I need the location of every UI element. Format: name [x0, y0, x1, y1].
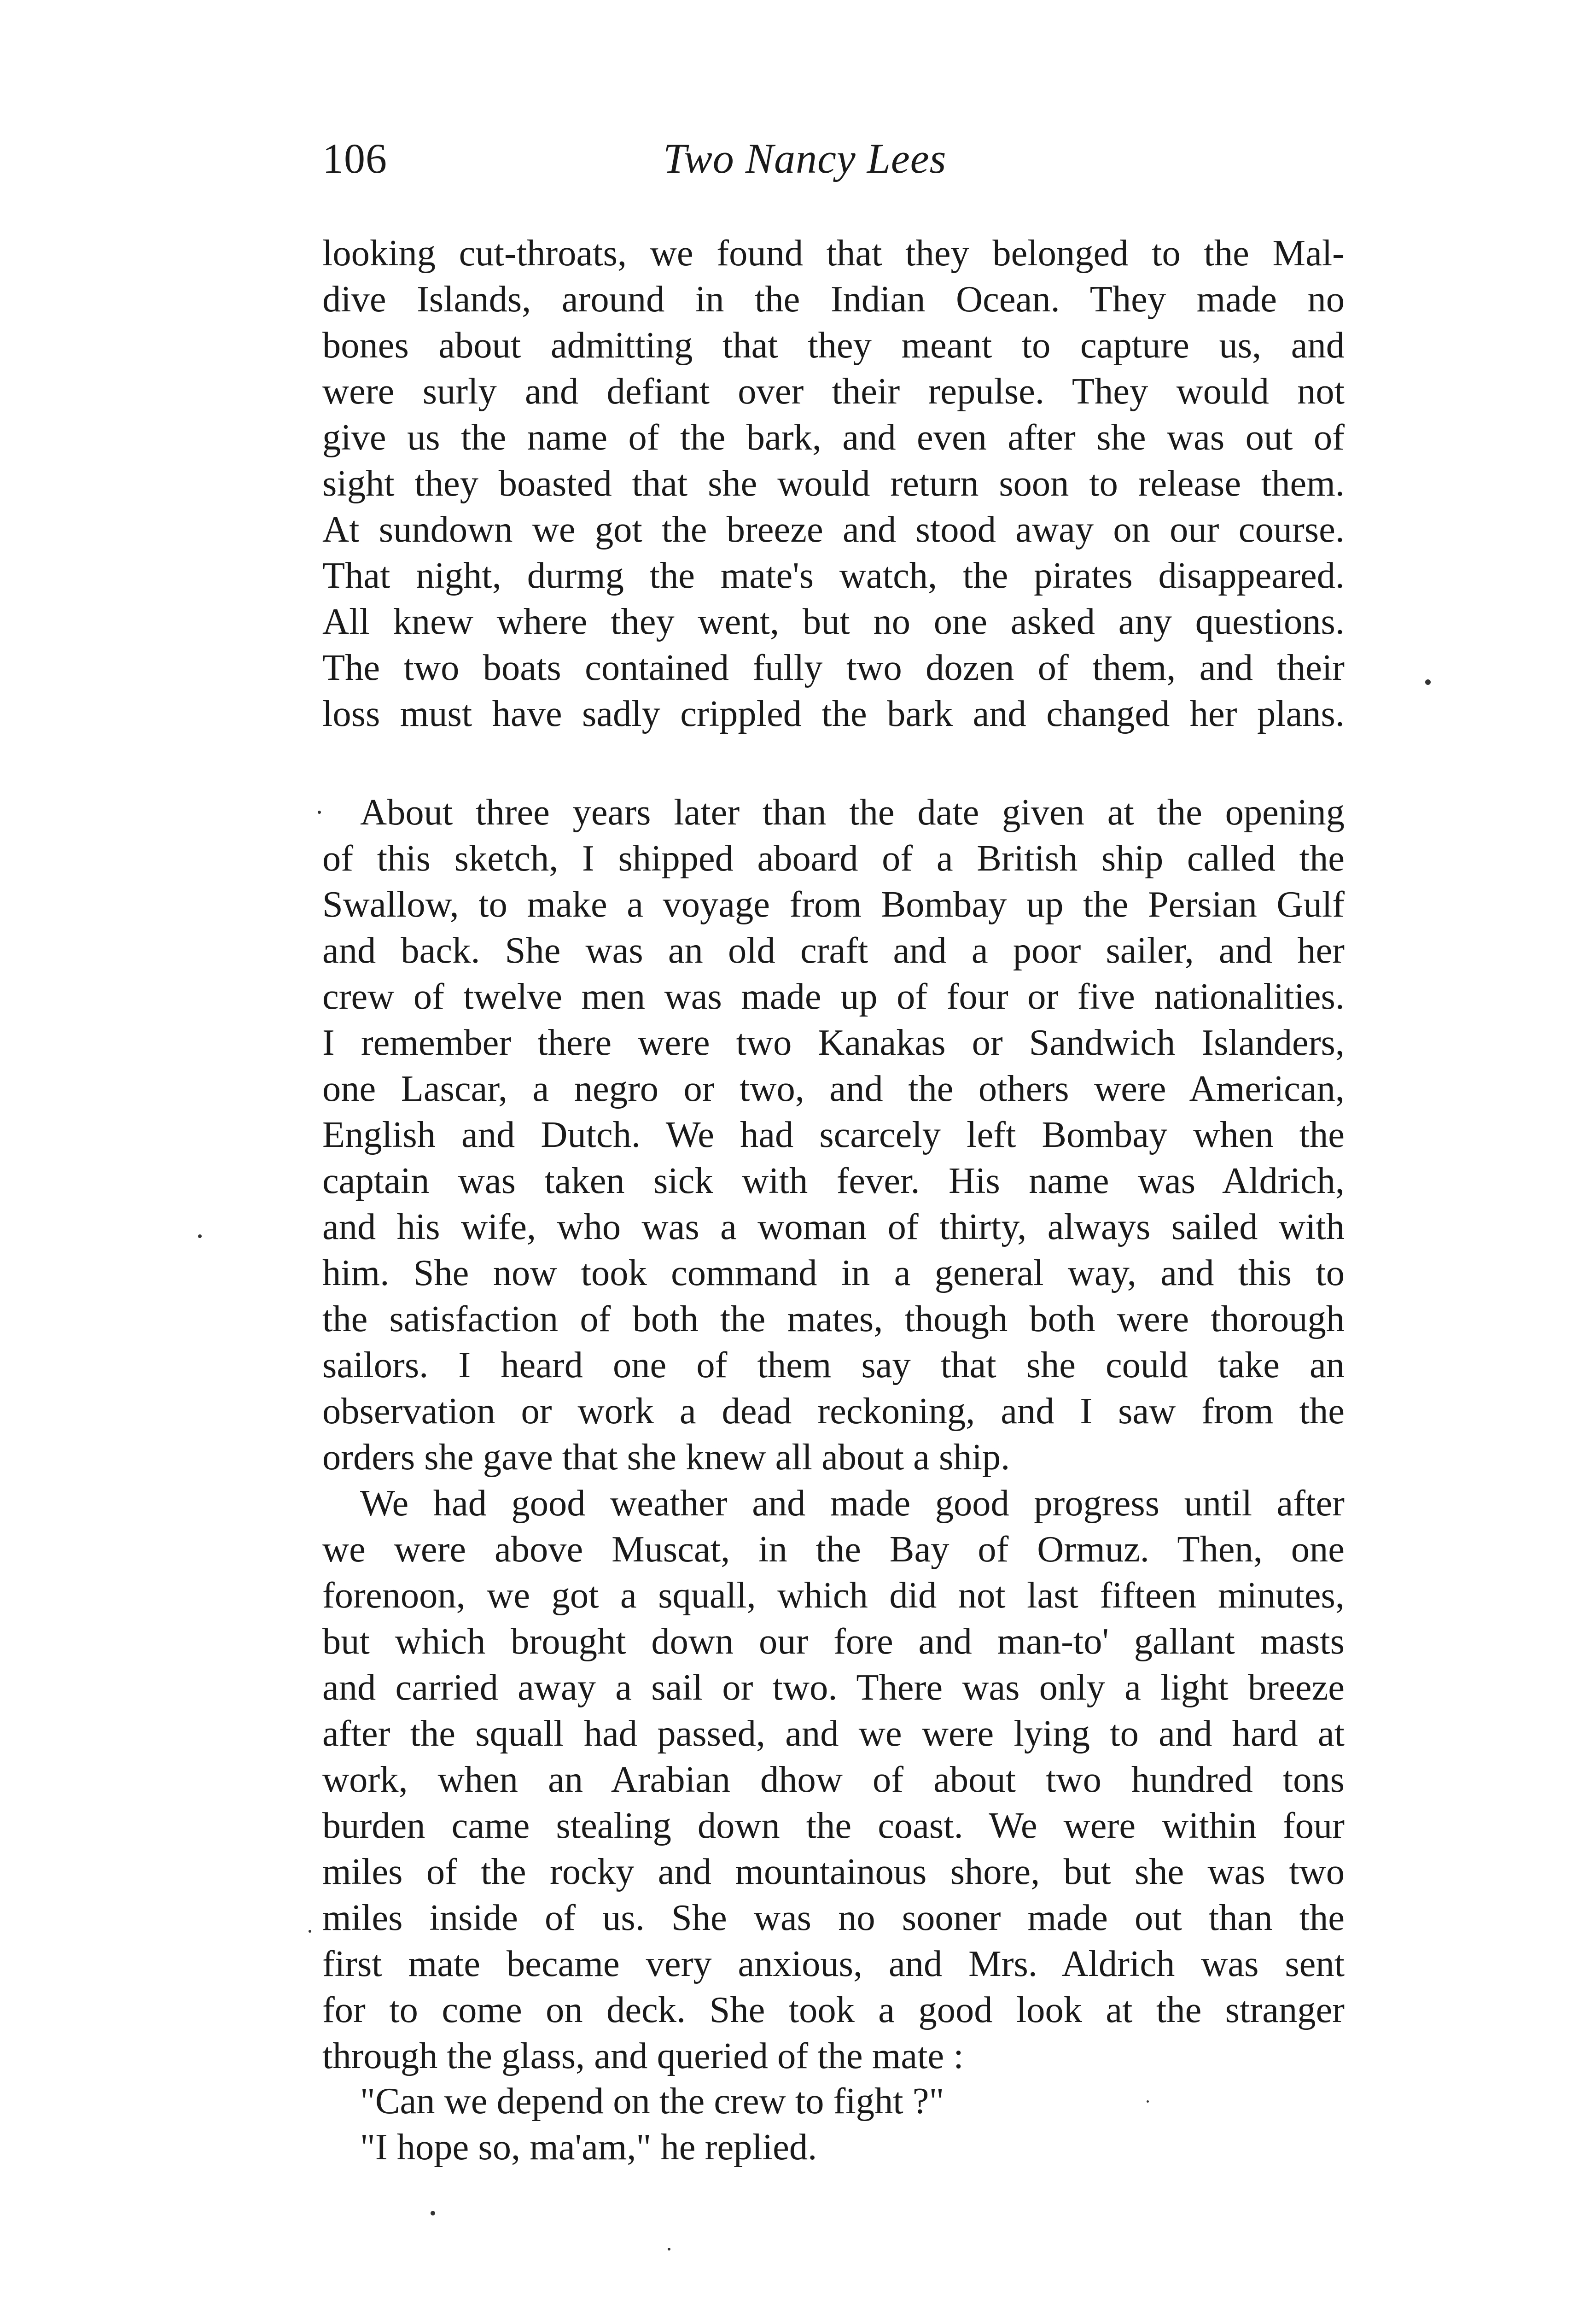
text-line: and carried away a sail or two. There was only a light breeze — [322, 1667, 1345, 1708]
dialogue-block — [322, 2078, 1345, 2170]
text-line: first mate became very anxious, and Mrs. Aldrich was sent — [322, 1943, 1345, 1984]
text-line: burden came stealing down the coast. We were within four — [322, 1805, 1345, 1846]
text-line: Swallow, to make a voyage from Bombay up the Persian Gulf — [322, 884, 1345, 925]
text-line: captain was taken sick with fever. His name was Aldrich, — [322, 1160, 1345, 1201]
text-line: sailors. I heard one of them say that she could take an — [322, 1344, 1345, 1385]
page-number: 106 — [322, 135, 387, 182]
scan-speck — [1425, 679, 1431, 685]
text-line: About three years later than the date given at the opening — [360, 792, 1345, 833]
text-line: English and Dutch. We had scarcely left Bombay when the — [322, 1114, 1345, 1155]
text-line: and his wife, who was a woman of thirty, always sailed with — [322, 1206, 1345, 1247]
text-line: him. She now took command in a general way, and this to — [322, 1252, 1345, 1293]
text-line: through the glass, and queried of the mate : — [322, 2035, 964, 2076]
dialogue-line: "I hope so, ma'am," he replied. — [360, 2127, 817, 2168]
text-line: the satisfaction of both the mates, though both were thorough — [322, 1298, 1345, 1339]
text-line: for to come on deck. She took a good look at the stranger — [322, 1989, 1345, 2030]
text-line: miles of the rocky and mountainous shore, but she was two — [322, 1851, 1345, 1892]
scan-speck — [668, 2248, 670, 2250]
text-line: The two boats contained fully two dozen of them, and their — [322, 647, 1345, 688]
text-line: and back. She was an old craft and a poor sailer, and her — [322, 930, 1345, 971]
text-line: That night, durmg the mate's watch, the pirates disappeared. — [322, 555, 1345, 596]
paragraph-2 — [322, 789, 1345, 1480]
text-line: crew of twelve men was made up of four or five nationalities. — [322, 976, 1345, 1017]
text-line: All knew where they went, but no one asked any questions. — [322, 601, 1345, 642]
text-line: but which brought down our fore and man-to' gallant masts — [322, 1621, 1345, 1662]
text-line: work, when an Arabian dhow of about two hundred tons — [322, 1759, 1345, 1800]
paragraph-3 — [322, 1480, 1345, 2079]
scan-speck — [198, 1234, 202, 1238]
scan-speck — [318, 811, 321, 814]
running-title: Two Nancy Lees — [663, 135, 947, 182]
text-line: orders she gave that she knew all about a ship. — [322, 1437, 1010, 1478]
text-line: one Lascar, a negro or two, and the others were American, — [322, 1068, 1345, 1109]
text-line: observation or work a dead reckoning, and I saw from the — [322, 1391, 1345, 1432]
text-line: We had good weather and made good progress until after — [360, 1483, 1345, 1524]
scan-speck — [1147, 2100, 1149, 2103]
text-line: of this sketch, I shipped aboard of a British ship called the — [322, 838, 1345, 879]
text-line: bones about admitting that they meant to capture us, and — [322, 325, 1345, 366]
text-line: miles inside of us. She was no sooner made out than the — [322, 1897, 1345, 1938]
text-line: sight they boasted that she would return soon to release them. — [322, 463, 1345, 504]
scan-speck — [309, 1930, 311, 1933]
text-line: I remember there were two Kanakas or Sandwich Islanders, — [322, 1022, 1345, 1063]
text-line: we were above Muscat, in the Bay of Ormuz. Then, one — [322, 1529, 1345, 1570]
text-line: after the squall had passed, and we were lying to and hard at — [322, 1713, 1345, 1754]
text-line: forenoon, we got a squall, which did not last fifteen minutes, — [322, 1575, 1345, 1616]
text-line: give us the name of the bark, and even after she was out of — [322, 417, 1345, 458]
text-line: were surly and defiant over their repulse. They would not — [322, 371, 1345, 412]
scan-speck — [431, 2211, 435, 2215]
text-line: At sundown we got the breeze and stood away on our course. — [322, 509, 1345, 550]
text-line: looking cut-throats, we found that they belonged to the Mal- — [322, 233, 1345, 274]
paragraph-1 — [322, 230, 1345, 737]
text-line: dive Islands, around in the Indian Ocean. They made no — [322, 279, 1345, 320]
dialogue-line: "Can we depend on the crew to fight ?" — [360, 2081, 944, 2122]
text-line: loss must have sadly crippled the bark and changed her plans. — [322, 693, 1345, 734]
